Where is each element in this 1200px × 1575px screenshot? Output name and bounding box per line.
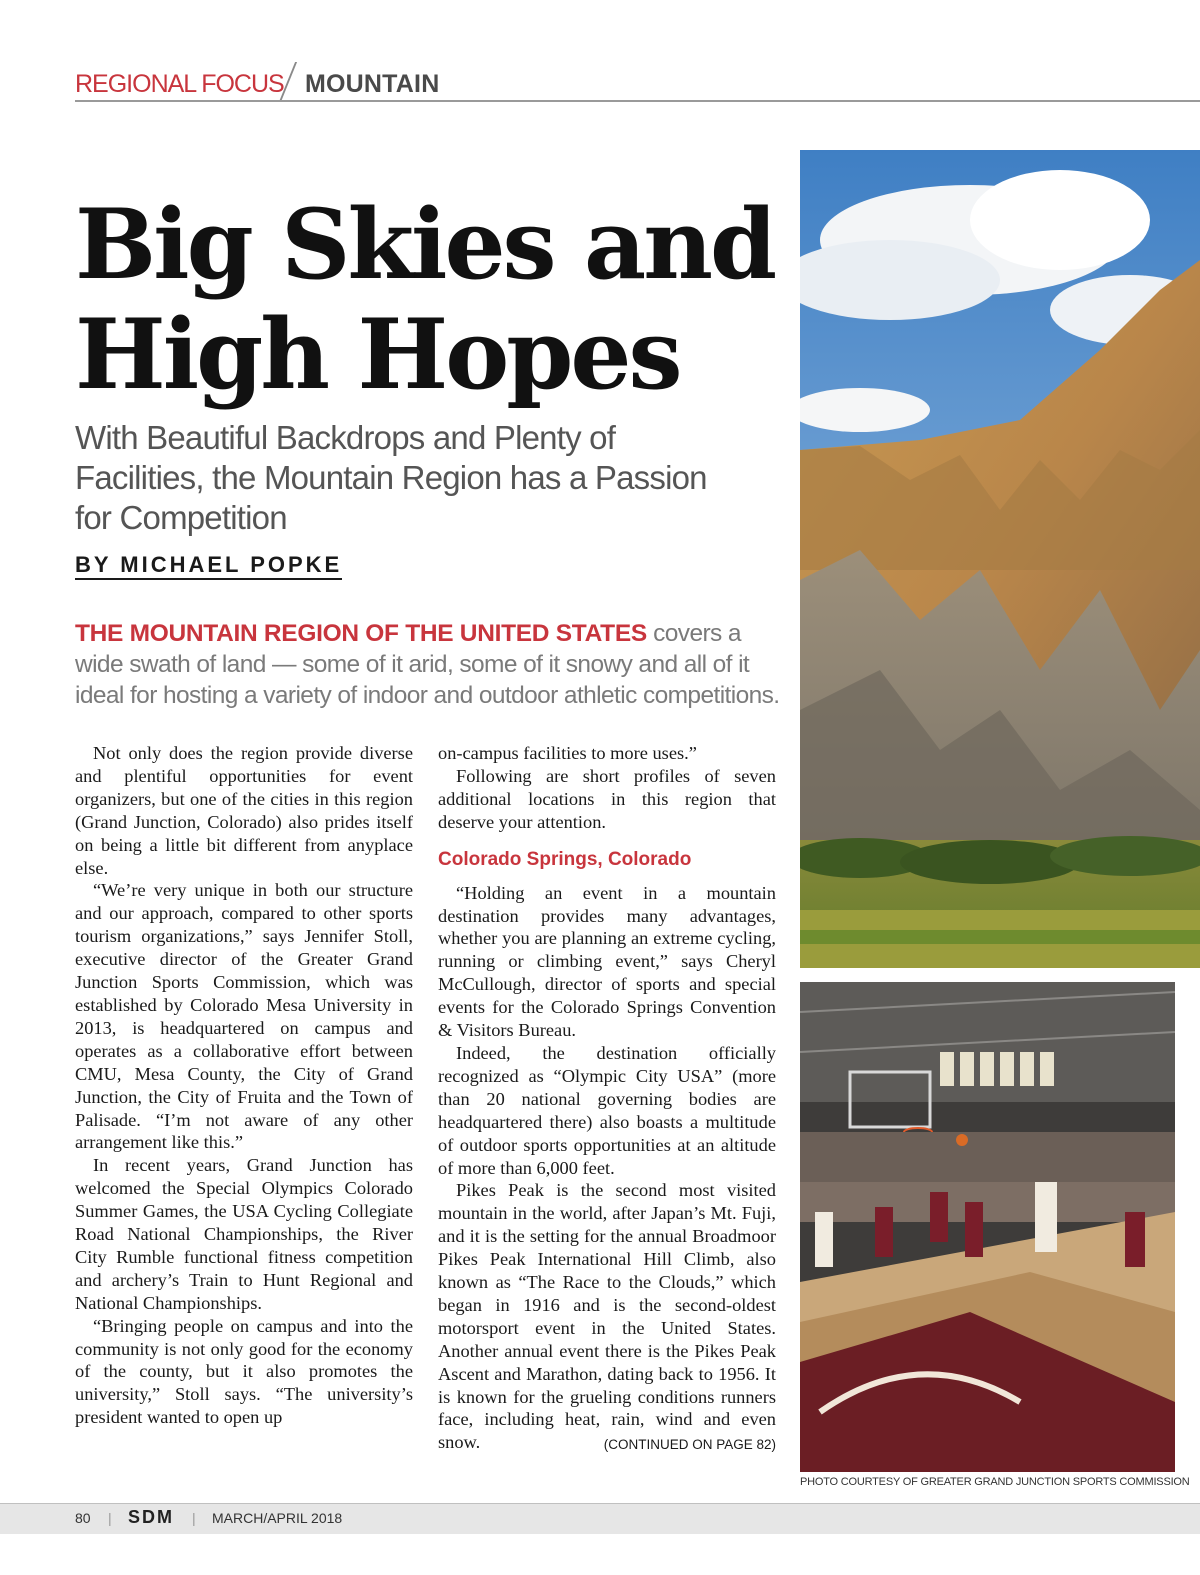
footer-separator: | <box>108 1510 112 1526</box>
issue-date: MARCH/APRIL 2018 <box>212 1510 343 1526</box>
page-footer <box>0 1503 1200 1534</box>
headline-line-2: High Hopes <box>75 298 680 411</box>
continued-note: (CONTINUED ON PAGE 82) <box>603 1437 776 1453</box>
paragraph: Following are short profiles of seven additional locations in this region that deserve your attention. <box>438 765 776 832</box>
location-subhead: Colorado Springs, Colorado <box>438 848 692 870</box>
magazine-logo: SDM <box>128 1507 174 1527</box>
basketball-game-photo <box>800 982 1175 1472</box>
section-header <box>75 66 1200 102</box>
paragraph <box>438 1179 776 1454</box>
paragraph: “We’re very unique in both our structure and our approach, compared to other sports tourism organizations,” says Jennifer Stoll, executive director of the Greater Grand Junction Sports Commission, which was established by Colorado Mesa University in 2013, is headquartered on campus and operates as a collaborative effort between CMU, Mesa County, the City of Grand Junction, the City of Fruita and the Town of Palisade. “I’m not aware of any other arrangement like this.” <box>75 880 413 1153</box>
paragraph: on-campus facilities to more uses.” <box>438 743 697 763</box>
paragraph: Not only does the region provide diverse and plentiful opportunities for event organizers, but one of the cities in this region (Grand Junction, Colorado) also prides itself on being a little bit different from anyplace else. <box>75 743 413 878</box>
lede-text: covers a wide swath of land — some of it arid, some of it snowy and all of it ideal for hosting a variety of indoor and outdoor athletic competitions. <box>75 620 780 709</box>
body-column-1 <box>75 742 413 1429</box>
header-rule <box>75 100 1200 102</box>
paragraph: “Holding an event in a mountain destination provides many advantages, whether you are planning an extreme cycling, running or climbing event,” says Cheryl McCullough, director of sports and special events for the Colorado Springs Convention & Visitors Bureau. <box>438 882 776 1041</box>
deck: With Beautiful Backdrops and Plenty of Facilities, the Mountain Region has a Passion for Competition <box>75 419 707 536</box>
section-region: MOUNTAIN <box>305 70 440 98</box>
paragraph: Indeed, the destination officially recognized as “Olympic City USA” (more than 20 national governing bodies are headquartered there) also boasts a multitude of outdoor sports opportunities at an altitude of more than 6,000 feet. <box>438 1042 776 1178</box>
lede-lead-in: THE MOUNTAIN REGION OF THE UNITED STATES <box>75 620 647 647</box>
paragraph: In recent years, Grand Junction has welcomed the Special Olympics Colorado Summer Games, the USA Cycling Collegiate Road National Championships, the River City Rumble functional fitness competition and archery’s Train to Hunt Regional and National Championships. <box>75 1155 413 1313</box>
lede <box>75 618 780 711</box>
body-column-2 <box>438 742 776 1457</box>
headline-line-1: Big Skies and <box>75 188 775 301</box>
paragraph: “Bringing people on campus and into the community is not only good for the economy of the county, but it also promotes the university,” Stoll says. “The university’s president wanted to open up <box>75 1315 413 1428</box>
byline: BY MICHAEL POPKE <box>75 552 342 580</box>
section-label: REGIONAL FOCUS <box>75 70 284 98</box>
footer-separator: | <box>192 1510 196 1526</box>
headline <box>75 190 775 410</box>
page-number: 80 <box>75 1510 91 1526</box>
photo-credit: PHOTO COURTESY OF GREATER GRAND JUNCTION SPORTS COMMISSION <box>800 1476 1190 1488</box>
mountain-landscape-photo <box>800 150 1200 968</box>
paragraph-text: Pikes Peak is the second most visited mountain in the world, after Japan’s Mt. Fuji, and it is the setting for the annual Broadmoor Pikes Peak International Hill Climb, also known as “The Race to the Clouds,” which began in 1916 and is the second-oldest motorsport event in the United States. Another annual event there is the Pikes Peak Ascent and Marathon, dating back to 1956. It is known for the grueling conditions runners face, including heat, rain, wind and even snow. <box>438 1180 776 1453</box>
